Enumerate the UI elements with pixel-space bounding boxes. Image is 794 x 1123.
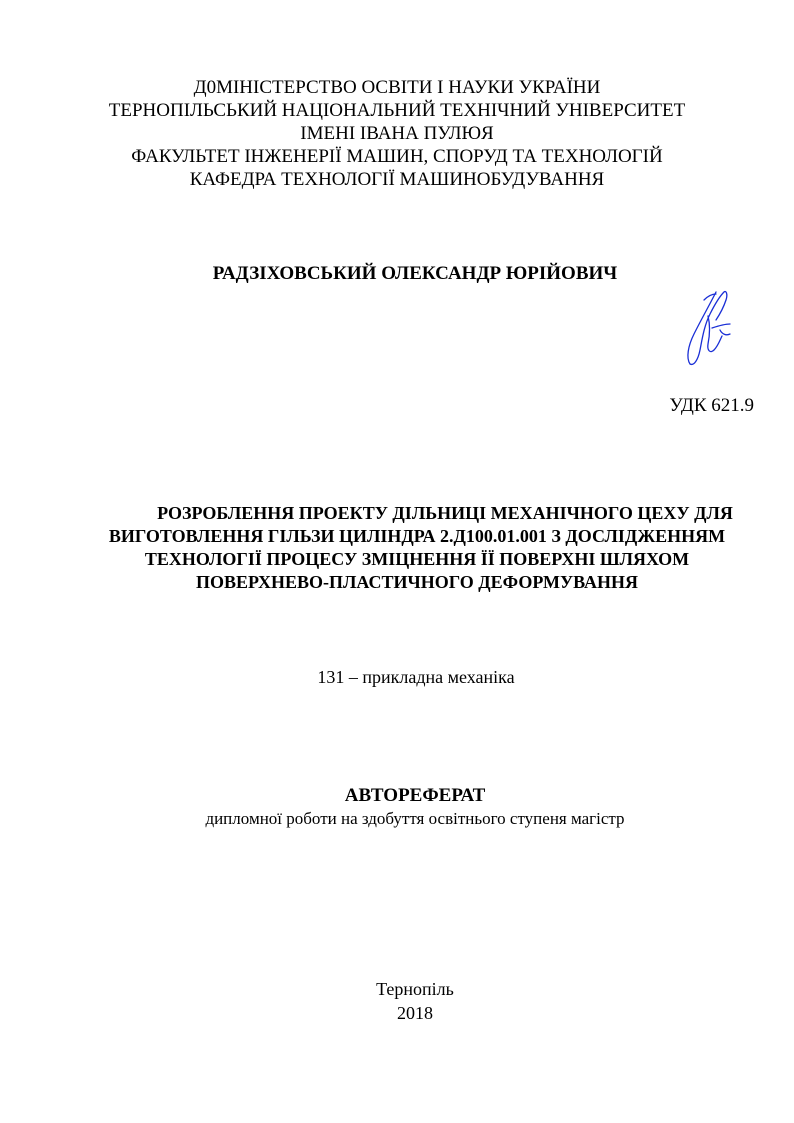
year: 2018 (397, 1003, 433, 1023)
author-name: РАДЗІХОВСЬКИЙ ОЛЕКСАНДР ЮРІЙОВИЧ (212, 263, 618, 284)
thesis-title-line: РОЗРОБЛЕННЯ ПРОЕКТУ ДІЛЬНИЦІ МЕХАНІЧНОГО ЦЕХУ ДЛЯ (157, 503, 733, 523)
university-name-line: ІМЕНІ ІВАНА ПУЛЮЯ (300, 123, 494, 144)
thesis-title-line: ТЕХНОЛОГІЇ ПРОЦЕСУ ЗМІЦНЕННЯ ЇЇ ПОВЕРХНІ ШЛЯХОМ (144, 549, 690, 569)
thesis-title-line: ВИГОТОВЛЕННЯ ГІЛЬЗИ ЦИЛІНДРА 2.Д100.01.001 З ДОСЛІДЖЕННЯМ (108, 526, 726, 546)
university-line: ТЕРНОПІЛЬСЬКИЙ НАЦІОНАЛЬНИЙ ТЕХНІЧНИЙ УНІВЕРСИТЕТ (108, 100, 686, 121)
thesis-title (80, 502, 754, 594)
department-line: КАФЕДРА ТЕХНОЛОГІЇ МАШИНОБУДУВАННЯ (189, 169, 605, 190)
speciality: 131 – прикладна механіка (317, 667, 515, 687)
udk-code: УДК 621.9 (669, 395, 754, 416)
abstract-subtitle: дипломної роботи на здобуття освітнього ступеня магістр (205, 809, 625, 828)
thesis-title-line: ПОВЕРХНЕВО-ПЛАСТИЧНОГО ДЕФОРМУВАННЯ (195, 572, 639, 592)
city: Тернопіль (376, 979, 454, 999)
institution-header (0, 76, 794, 191)
faculty-line: ФАКУЛЬТЕТ ІНЖЕНЕРІЇ МАШИН, СПОРУД ТА ТЕХНОЛОГІЙ (131, 146, 663, 167)
handwritten-signature-icon (680, 284, 738, 368)
ministry-line: Д0МІНІСТЕРСТВО ОСВІТИ І НАУКИ УКРАЇНИ (193, 77, 601, 98)
abstract-heading: АВТОРЕФЕРАТ (344, 785, 486, 806)
